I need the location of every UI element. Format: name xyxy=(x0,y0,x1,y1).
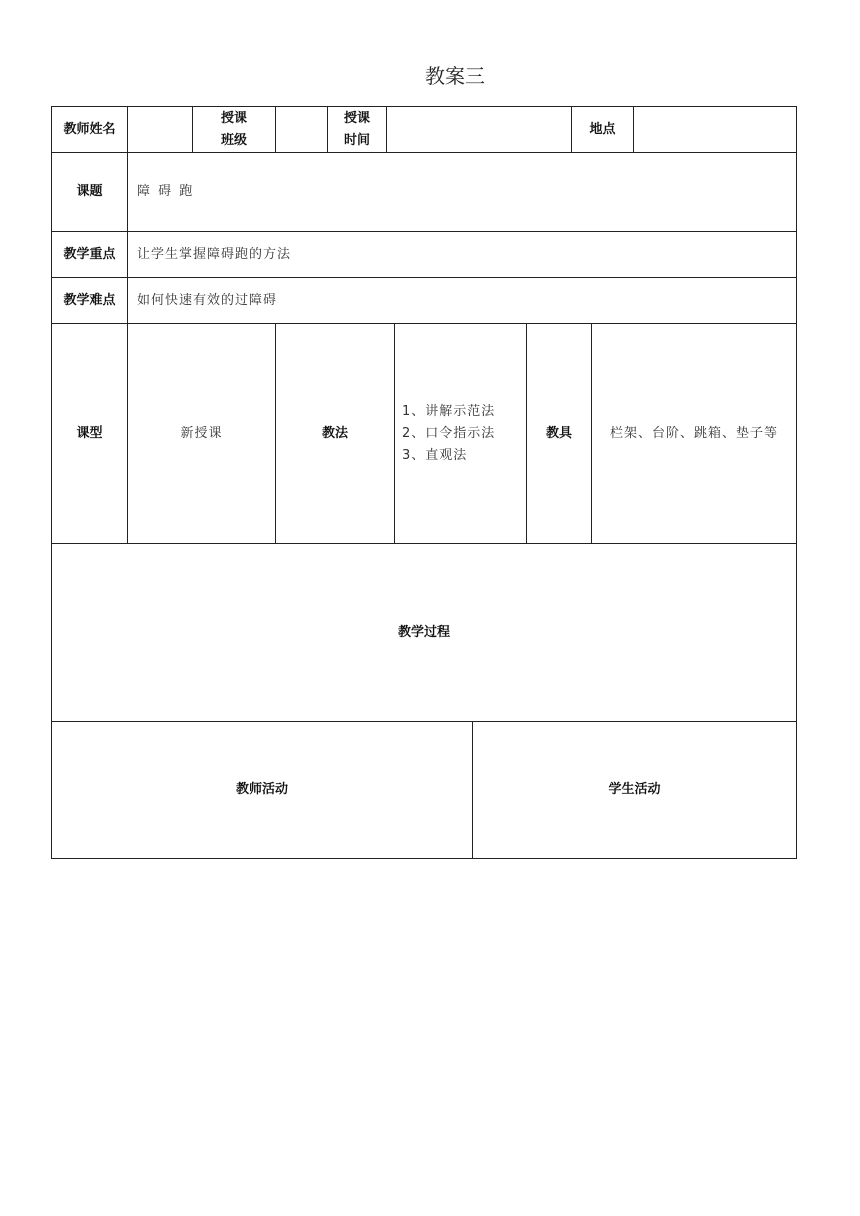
key-point-value: 让学生掌握障碍跑的方法 xyxy=(127,231,797,278)
teacher-name-value xyxy=(127,106,193,153)
teaching-process-heading: 教学过程 xyxy=(51,543,797,722)
lesson-type-label: 课型 xyxy=(51,323,128,544)
difficulty-label: 教学难点 xyxy=(51,277,128,324)
time-label: 授课时间 xyxy=(327,106,387,153)
teacher-activity-heading: 教师活动 xyxy=(51,721,473,859)
teaching-method-label: 教法 xyxy=(275,323,395,544)
teacher-name-label: 教师姓名 xyxy=(51,106,128,153)
student-activity-heading: 学生活动 xyxy=(472,721,797,859)
class-value xyxy=(275,106,328,153)
equipment-label: 教具 xyxy=(526,323,592,544)
topic-value: 障 碍 跑 xyxy=(127,152,797,232)
method-item: 3、直观法 xyxy=(402,447,468,463)
class-label: 授课班级 xyxy=(192,106,276,153)
lesson-type-value: 新授课 xyxy=(127,323,276,544)
key-point-label: 教学重点 xyxy=(51,231,128,278)
teaching-method-list xyxy=(394,323,527,544)
time-value xyxy=(386,106,572,153)
topic-label: 课题 xyxy=(51,152,128,232)
method-item: 1、讲解示范法 xyxy=(402,403,496,419)
location-value xyxy=(633,106,797,153)
difficulty-value: 如何快速有效的过障碍 xyxy=(127,277,797,324)
method-item: 2、口令指示法 xyxy=(402,425,496,441)
document-title: 教案三 xyxy=(425,64,485,88)
location-label: 地点 xyxy=(571,106,634,153)
equipment-value: 栏架、台阶、跳箱、垫子等 xyxy=(591,323,797,544)
